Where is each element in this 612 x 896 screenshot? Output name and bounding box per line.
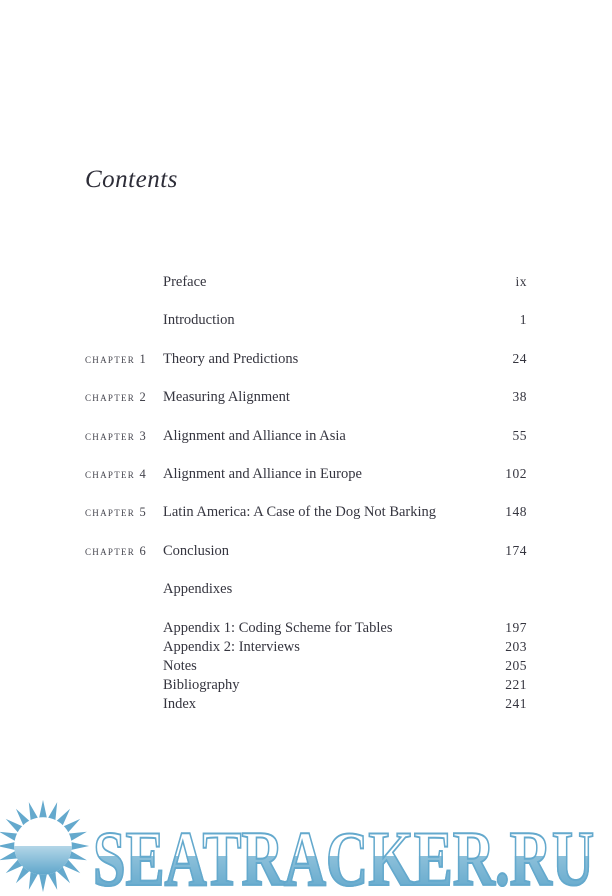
entry-title: Notes	[163, 657, 197, 674]
watermark-text: SEATRACKER.RU	[93, 815, 595, 896]
page-title: Contents	[85, 166, 178, 193]
chapter-label: chapter 4	[85, 466, 148, 481]
toc-entry-bibliography	[85, 677, 527, 694]
entry-title: Appendix 2: Interviews	[163, 638, 300, 655]
entry-page-number: 203	[505, 638, 527, 654]
toc-entry-chapter-4	[85, 466, 527, 483]
table-of-contents	[85, 274, 527, 715]
toc-entry-chapter-5	[85, 504, 527, 521]
entry-title: Bibliography	[163, 677, 240, 694]
toc-entry-notes	[85, 658, 527, 675]
entry-page-number: 38	[512, 389, 527, 405]
chapter-label: chapter 6	[85, 543, 148, 558]
entry-title: Measuring Alignment	[163, 389, 290, 406]
chapter-label: chapter 1	[85, 351, 148, 366]
entry-page-number: 221	[505, 677, 527, 693]
toc-entry-introduction	[85, 312, 527, 329]
sun-icon	[0, 798, 91, 894]
entry-page-number: 55	[512, 427, 527, 443]
toc-entry-appendixes-heading	[85, 581, 527, 598]
entry-title: Conclusion	[163, 542, 230, 559]
toc-entry-preface	[85, 274, 527, 291]
entry-title: Preface	[163, 274, 207, 290]
entry-page-number: 102	[505, 465, 527, 481]
entry-page-number: 24	[512, 350, 527, 366]
toc-entry-index	[85, 696, 527, 713]
entry-title: Theory and Predictions	[163, 350, 299, 367]
entry-title: Alignment and Alliance in Europe	[163, 465, 362, 482]
chapter-label: chapter 5	[85, 505, 148, 520]
entry-page-number: 174	[505, 542, 527, 558]
entry-page-number: ix	[515, 274, 527, 289]
chapter-label: chapter 2	[85, 390, 148, 405]
entry-title: Index	[163, 696, 197, 713]
entry-page-number: 148	[505, 504, 527, 520]
chapter-label: chapter 3	[85, 428, 148, 443]
entry-title: Appendixes	[163, 581, 233, 598]
entry-title: Latin America: A Case of the Dog Not Barking	[163, 504, 437, 521]
toc-entry-chapter-3	[85, 428, 527, 445]
entry-page-number: 1	[519, 312, 527, 328]
entry-page-number: 197	[505, 619, 527, 635]
toc-entry-chapter-6	[85, 543, 527, 560]
toc-entry-chapter-2	[85, 389, 527, 406]
toc-entry-appendix-1	[85, 620, 527, 637]
entry-title: Appendix 1: Coding Scheme for Tables	[163, 619, 393, 636]
entry-title: Introduction	[163, 312, 235, 329]
entry-title: Alignment and Alliance in Asia	[163, 427, 346, 444]
seatracker-watermark	[0, 778, 612, 896]
entry-page-number: 205	[505, 657, 527, 673]
toc-entry-chapter-1	[85, 351, 527, 368]
toc-entry-appendix-2	[85, 639, 527, 656]
entry-page-number: 241	[505, 696, 527, 712]
